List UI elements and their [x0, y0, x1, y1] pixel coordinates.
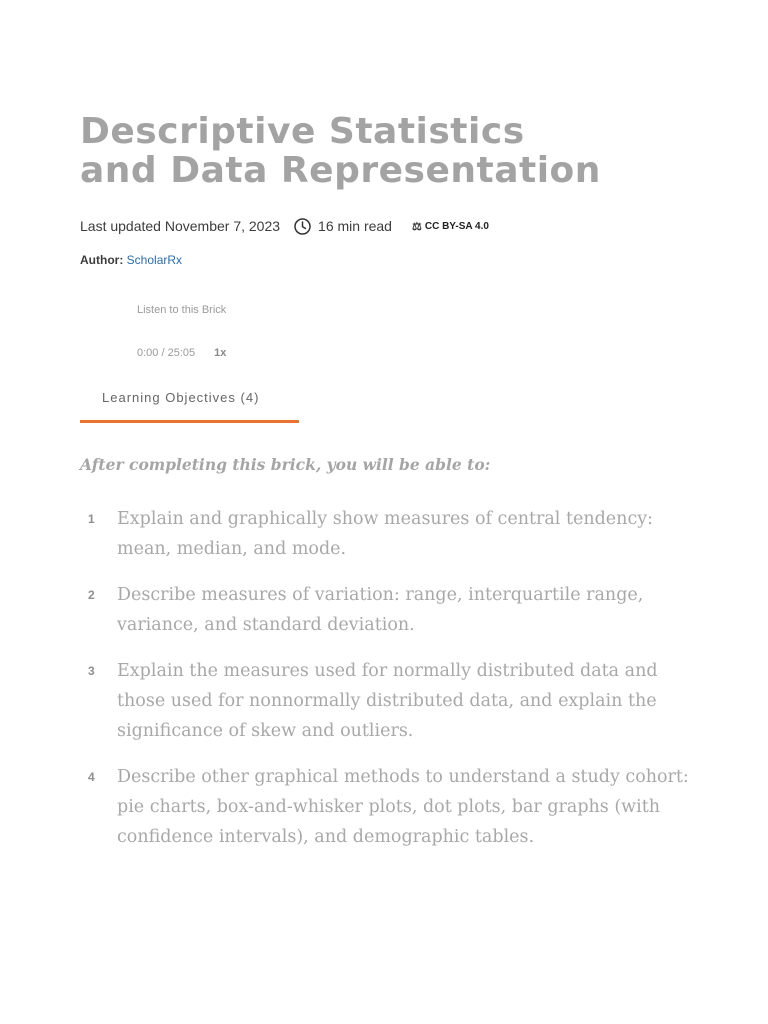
- license-link[interactable]: [412, 220, 489, 233]
- title-line-2: and Data Representation: [80, 150, 601, 191]
- audio-player: [137, 304, 700, 359]
- audio-label: Listen to this Brick: [137, 304, 227, 316]
- objectives-list: [80, 504, 700, 852]
- objective-text: Explain and graphically show measures of central tendency: mean, median, and mode.: [117, 509, 654, 559]
- playback-speed-button[interactable]: 1x: [214, 347, 227, 359]
- article-meta: [80, 214, 700, 238]
- objective-text: Describe measures of variation: range, interquartile range, variance, and standard deviation.: [117, 585, 644, 635]
- list-item: [80, 762, 700, 852]
- objective-number: 2: [88, 588, 95, 602]
- author-link[interactable]: ScholarRx: [126, 253, 183, 267]
- title-line-1: Descriptive Statistics: [80, 111, 525, 152]
- author-line: [80, 253, 700, 267]
- objective-text: Describe other graphical methods to understand a study cohort: pie charts, box-and-whisker plots, dot plots, bar graphs (with confidence intervals), and demographic tables.: [117, 767, 689, 847]
- objective-number: 1: [88, 512, 95, 526]
- tab-learning-objectives[interactable]: [80, 389, 299, 423]
- license-icon: ⚖: [411, 220, 422, 233]
- list-item: [80, 504, 700, 564]
- objective-number: 4: [88, 770, 95, 784]
- page-title: [80, 112, 700, 190]
- objective-text: Explain the measures used for normally distributed data and those used for nonnormally distributed data, and explain the significance of skew and outliers.: [117, 661, 658, 741]
- list-item: [80, 580, 700, 640]
- list-item: [80, 656, 700, 746]
- clock-icon: [294, 218, 311, 235]
- audio-controls: [137, 347, 700, 359]
- article: [80, 112, 700, 868]
- objectives-intro: After completing this brick, you will be able to:: [80, 455, 491, 474]
- last-updated: Last updated November 7, 2023: [80, 218, 281, 234]
- read-time: 16 min read: [318, 218, 392, 234]
- audio-time: 0:00 / 25:05: [137, 347, 196, 359]
- license-label: CC BY-SA 4.0: [424, 220, 489, 232]
- tab-label: Learning Objectives (4): [102, 390, 260, 405]
- objective-number: 3: [88, 664, 95, 678]
- author-label: Author:: [80, 253, 124, 267]
